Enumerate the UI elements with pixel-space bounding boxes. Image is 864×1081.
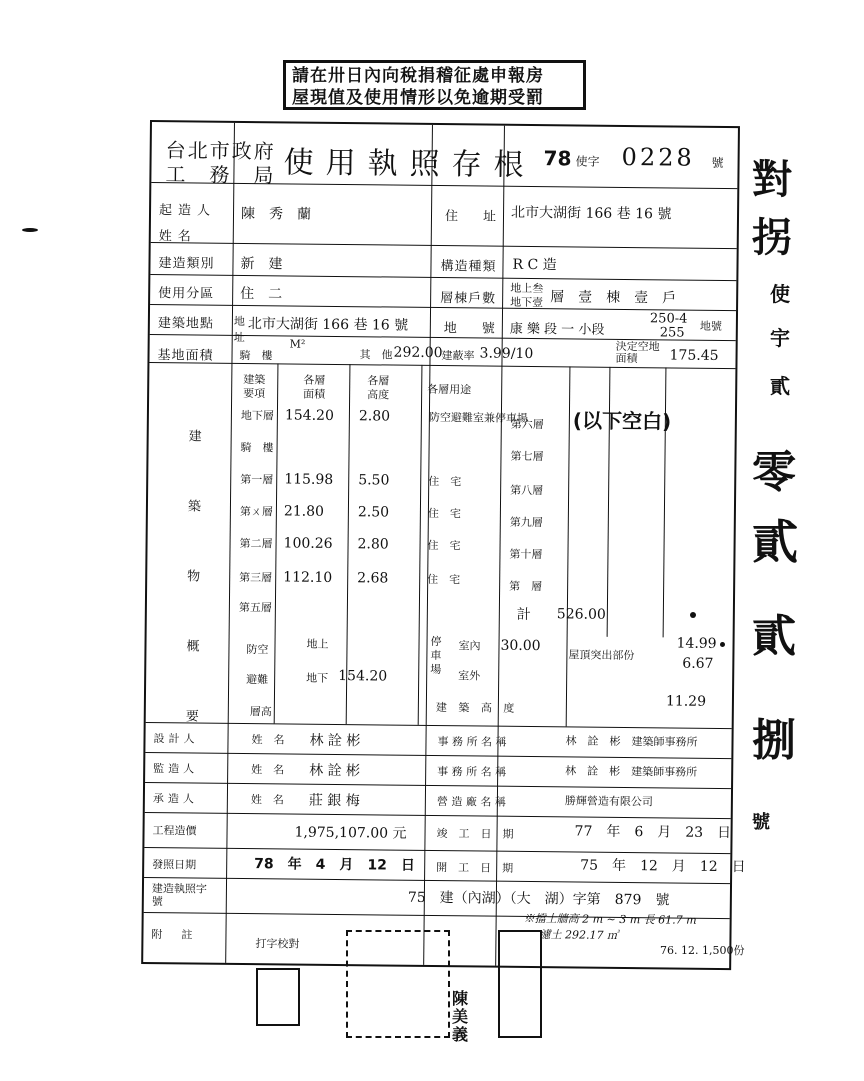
side-char: 對 xyxy=(752,157,792,203)
floor-row-use: 住 宅 xyxy=(427,572,461,587)
start-label: 開 工 日 期 xyxy=(436,861,514,875)
fixed-area-label: 決定空地面積 xyxy=(615,339,660,366)
floor-height-label: 層高 xyxy=(249,705,272,719)
floor-row-label: 騎 樓 xyxy=(240,440,274,455)
floors-above: 地上叁 xyxy=(510,281,544,296)
permit-suffix: 號 xyxy=(711,155,724,171)
side-char: 貳 xyxy=(770,374,790,398)
floor-row-height: 2.68 xyxy=(357,570,389,587)
floor-right-row-label: 第六層 xyxy=(510,417,544,432)
floor-right-row-label: 第十層 xyxy=(509,547,543,562)
permit-form xyxy=(141,120,746,970)
signoff-1: 打字校對 xyxy=(255,937,300,951)
notice-line-2: 屋現值及使用情形以免逾期受罰 xyxy=(292,88,544,108)
contractor-label: 承造人 xyxy=(152,792,198,806)
other-label: 其 他 xyxy=(359,348,393,362)
factory-label: 營 造 廠 名 稱 xyxy=(436,795,506,809)
side-char: 貳 xyxy=(752,515,798,569)
floors-label: 層棟戶數 xyxy=(440,291,497,307)
cost-label: 工程造價 xyxy=(152,824,197,838)
completion-label: 竣 工 日 期 xyxy=(436,827,514,841)
side-char: 使 xyxy=(770,282,790,306)
use-zone-label: 使用分區 xyxy=(158,286,215,302)
completion-value: 77 年 6 月 23 日 xyxy=(574,823,732,842)
floor-row-label: 第五層 xyxy=(238,600,272,615)
floor-row-label: 第一層 xyxy=(240,472,274,487)
lot-label: 地 號 xyxy=(443,321,501,337)
floor-right-row-label: 第 層 xyxy=(509,579,543,594)
lot-suffix: 地號 xyxy=(699,319,722,333)
permit-value: 75 建（內湖）（大 湖）字第 879 號 xyxy=(407,889,670,909)
designer-office: 林 詮 彬 建築師事務所 xyxy=(565,734,698,749)
designer-office-label: 事 務 所 名 稱 xyxy=(437,735,507,749)
base-area-label: 基地面積 xyxy=(157,348,214,364)
arcade-label: 騎 樓 xyxy=(239,348,273,363)
type-label: 建造類別 xyxy=(158,256,215,272)
floor-row-area: 154.20 xyxy=(284,407,334,424)
floor-row-label: 第三層 xyxy=(239,570,273,585)
shelter-label: 防空避難 xyxy=(246,643,269,687)
supervisor-label: 監造人 xyxy=(153,762,199,776)
issue-value: 78 年 4 月 12 日 xyxy=(254,856,416,874)
scan-speck xyxy=(690,612,696,618)
lot-value: 康 樂 段 一 小段 xyxy=(509,321,605,338)
floor-row-height: 2.80 xyxy=(357,536,389,553)
agency-line-2: 工 務 局 xyxy=(165,162,276,188)
shelter-below-value: 154.20 xyxy=(338,668,388,685)
form-title: 使用執照存根 xyxy=(283,145,536,184)
floor-row-height: 5.50 xyxy=(358,472,390,489)
summary-section-label: 建築物概要 xyxy=(185,429,202,725)
roof-value-2: 6.67 xyxy=(682,655,714,672)
address-label: 住 址 xyxy=(444,209,503,225)
parking-indoor-value: 30.00 xyxy=(500,637,541,655)
floor-row-use: 防空避難室兼停車場 xyxy=(428,410,528,425)
floors-below: 地下壹 xyxy=(510,295,544,310)
side-char: 宇 xyxy=(770,326,790,350)
structure-value: R C 造 xyxy=(512,256,557,274)
floors-detail: 層 壹 棟 壹 戶 xyxy=(550,289,677,307)
below-blank-note: (以下空白) xyxy=(572,408,672,434)
issue-label: 發照日期 xyxy=(152,858,197,872)
notes-line-1: ※擋土牆高 2 m ~ 3 m 長 61.7 m xyxy=(523,911,697,927)
permit-year: 78 xyxy=(543,146,572,171)
floor-row-height: 2.50 xyxy=(357,504,390,521)
supervisor-name-label: 姓 名 xyxy=(251,763,285,777)
cost-value: 1,975,107.00 元 xyxy=(294,824,407,842)
contractor-name-label: 姓 名 xyxy=(250,793,284,807)
designer-name-label: 姓 名 xyxy=(251,733,285,747)
agency-line-1: 台北市政府 xyxy=(165,138,276,164)
side-char: 拐 xyxy=(752,215,792,261)
col-height: 各層高度 xyxy=(367,374,390,402)
col-item: 建築要項 xyxy=(243,372,266,401)
side-char: 號 xyxy=(752,812,770,833)
factory-name: 勝輝營造有限公司 xyxy=(564,794,653,809)
side-char: 捌 xyxy=(752,715,796,766)
total-value: 526.00 xyxy=(556,606,606,623)
owner-label: 起造人姓名 xyxy=(158,203,217,245)
floor-row-label: 第二層 xyxy=(239,536,273,551)
parking-outdoor: 室外 xyxy=(458,669,481,683)
roof-value-1: 14.99 xyxy=(676,635,717,652)
shelter-below: 地下 xyxy=(306,671,329,685)
col-area: 各層面積 xyxy=(303,373,326,401)
building-height-value: 11.29 xyxy=(665,693,707,710)
side-char: 貳 xyxy=(752,611,796,662)
structure-label: 構造種類 xyxy=(440,259,497,275)
scan-speck xyxy=(720,642,725,647)
parking-label: 停車場 xyxy=(430,634,442,677)
building-height-label: 建 築 高 度 xyxy=(435,701,519,715)
permit-label: 建造執照字號 xyxy=(151,882,208,909)
start-value: 75 年 12 月 12 日 xyxy=(580,857,746,876)
chief-seal xyxy=(498,930,542,1038)
official-seal xyxy=(256,968,300,1026)
signature-stamp-block xyxy=(346,930,450,1038)
roof-label: 屋頂突出部份 xyxy=(568,648,635,663)
supervisor-office: 林 詮 彬 建築師事務所 xyxy=(565,764,698,779)
fixed-area-value: 175.45 xyxy=(669,347,719,364)
floor-row-area: 112.10 xyxy=(283,569,333,586)
site-prefix: 地址 xyxy=(233,314,245,345)
floor-row-label: 地下層 xyxy=(240,408,274,423)
supervisor-office-label: 事 務 所 名 稱 xyxy=(437,765,507,779)
parking-indoor: 室內 xyxy=(458,639,481,653)
site-label: 建築地點 xyxy=(157,316,214,332)
stamp-name: 陳美義 xyxy=(452,989,469,1044)
scan-mark xyxy=(22,228,38,232)
contractor-name: 莊 銀 梅 xyxy=(308,792,360,810)
col-use: 各層用途 xyxy=(427,382,472,397)
lot-number: 250-4 xyxy=(649,311,688,327)
notice-line-1: 請在卅日內向稅捐稽征處申報房 xyxy=(292,66,544,86)
designer-name: 林 詮 彬 xyxy=(309,732,361,750)
coverage-value: 3.99/10 xyxy=(479,345,534,363)
total-label: 計 xyxy=(516,606,531,624)
coverage-label: 建蔽率 xyxy=(441,349,475,363)
notes-label: 附 註 xyxy=(151,928,197,942)
floor-row-use: 住 宅 xyxy=(428,474,462,489)
use-zone-value: 住 二 xyxy=(240,285,283,303)
shelter-above: 地上 xyxy=(306,637,329,651)
site-value: 北市大湖街 166 巷 16 號 xyxy=(247,316,409,334)
floor-row-label: 第ㄨ層 xyxy=(239,504,273,519)
designer-label: 設計人 xyxy=(153,732,199,746)
unit-1: M² xyxy=(289,337,306,351)
floor-row-area: 21.80 xyxy=(283,503,325,520)
floor-row-area: 115.98 xyxy=(284,471,334,488)
floor-row-height: 2.80 xyxy=(358,408,391,425)
notes-line-2: 濾土 292.17 ㎥ xyxy=(539,928,619,942)
other-value: 292.00 xyxy=(393,344,443,362)
floor-right-row-label: 第七層 xyxy=(510,449,544,464)
address-value: 北市大湖街 166 巷 16 號 xyxy=(510,204,672,223)
permit-number: 0228 xyxy=(621,142,695,172)
floor-row-use: 住 宅 xyxy=(427,506,461,521)
floor-row-use: 住 宅 xyxy=(427,538,461,553)
lot-number-2: 255 xyxy=(659,325,685,341)
supervisor-name: 林 詮 彬 xyxy=(309,762,361,780)
owner-value: 陳 秀 蘭 xyxy=(240,205,312,223)
notice-stamp xyxy=(283,60,586,110)
floor-row-area: 100.26 xyxy=(283,535,333,552)
side-char: 零 xyxy=(752,447,796,498)
type-value: 新 建 xyxy=(240,255,283,273)
permit-prefix: 使字 xyxy=(575,154,600,169)
floor-right-row-label: 第九層 xyxy=(509,515,543,530)
floor-right-row-label: 第八層 xyxy=(510,483,544,498)
print-info: 76. 12. 1,500份 xyxy=(660,944,745,957)
